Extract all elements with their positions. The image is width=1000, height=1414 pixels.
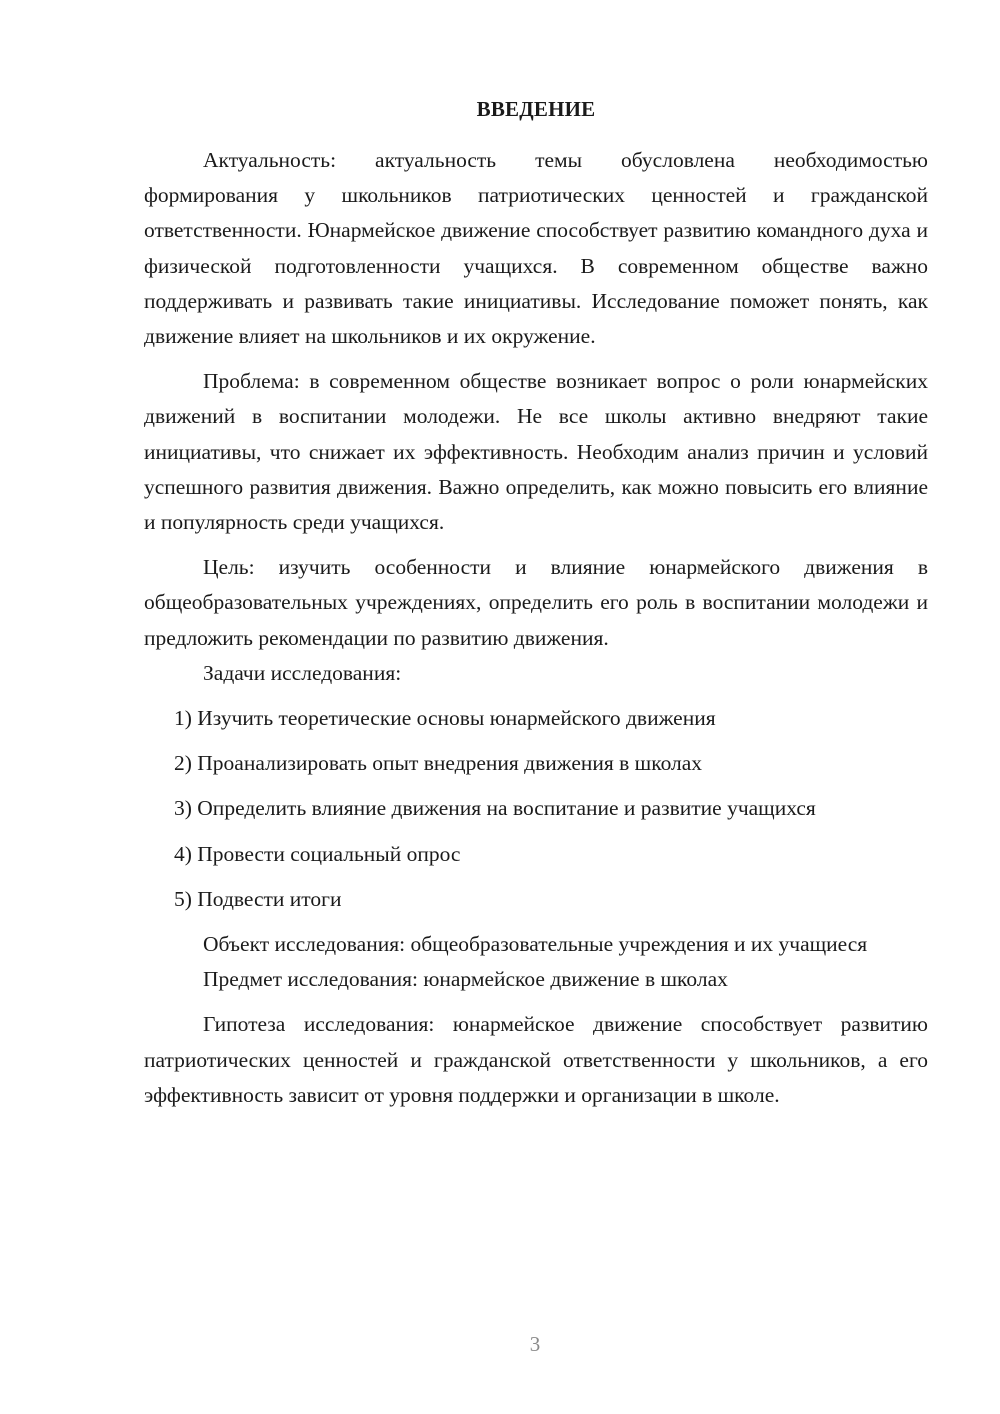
list-item: 2) Проанализировать опыт внедрения движения в школах — [174, 751, 703, 776]
list-item: 1) Изучить теоретические основы юнармейского движения — [174, 706, 716, 731]
tasks-title: Задачи исследования: — [203, 660, 402, 685]
tasks-list — [144, 701, 928, 917]
relevance-paragraph: Актуальность: актуальность темы обусловлена необходимостью формирования у школьников патриотических ценностей и гражданской ответственности. Юнармейское движение способствует развитию командного духа и физической подготовленности учащихся. В современном обществе важно поддерживать и развивать такие инициативы. Исследование поможет понять, как движение влияет на школьников и их окружение. — [144, 148, 928, 349]
subject-paragraph: Предмет исследования: юнармейское движение в школах — [203, 967, 728, 992]
page-number: 3 — [529, 1332, 541, 1356]
document-page — [144, 94, 928, 1113]
section-heading: ВВЕДЕНИЕ — [476, 97, 596, 121]
hypothesis-paragraph: Гипотеза исследования: юнармейское движение способствует развитию патриотических ценностей и гражданской ответственности у школьников, а его эффективность зависит от уровня поддержки и организации в школе. — [144, 1012, 928, 1107]
goal-paragraph: Цель: изучить особенности и влияние юнармейского движения в общеобразовательных учреждениях, определить его роль в воспитании молодежи и предложить рекомендации по развитию движения. — [144, 555, 928, 650]
list-item: 5) Подвести итоги — [174, 886, 342, 911]
list-item: 4) Провести социальный опрос — [174, 841, 461, 866]
problem-paragraph: Проблема: в современном обществе возникает вопрос о роли юнармейских движений в воспитании молодежи. Не все школы активно внедряют такие инициативы, что снижает их эффективность. Необходим анализ причин и условий успешного развития движения. Важно определить, как можно повысить его влияние и популярность среди учащихся. — [144, 369, 928, 535]
object-paragraph: Объект исследования: общеобразовательные учреждения и их учащиеся — [203, 932, 868, 957]
list-item: 3) Определить влияние движения на воспитание и развитие учащихся — [174, 796, 816, 821]
